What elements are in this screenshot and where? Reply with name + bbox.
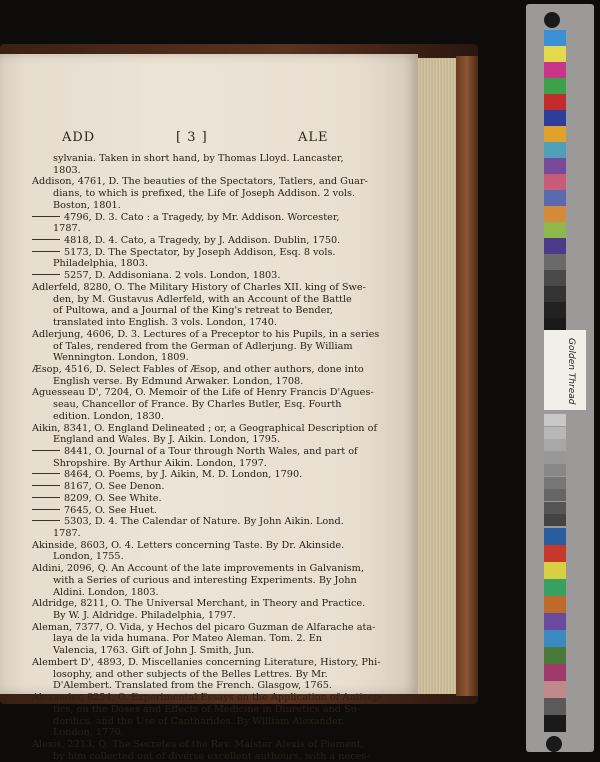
entry-line [32,165,398,177]
color-swatch [544,545,566,562]
entry-line [32,352,398,364]
color-swatch [544,579,566,596]
color-swatch [544,270,566,286]
color-swatch [544,528,566,545]
color-swatch [544,562,566,579]
entry-text: Aldini. London, 1803. [53,586,159,598]
color-swatch [544,142,566,158]
entry-line [32,645,398,657]
entry-line [32,212,398,224]
color-swatch [544,174,566,190]
entry-line [32,317,398,329]
color-swatch [544,596,566,613]
entry-text: London, 1755. [53,551,124,563]
color-swatch [544,613,566,630]
entry-line [32,434,398,446]
entry-text: 5173, D. The Spectator, by Joseph Addison, Esq. 8 vols. [64,246,336,258]
entry-line [32,282,398,294]
entry-text: Aldini, 2096, Q. An Account of the late improvements in Galvanism, [32,563,364,575]
book-page [0,54,418,762]
entry-text: London, 1770. [53,727,124,739]
entry-line [32,680,398,692]
entry-line [32,493,398,505]
color-swatch [544,158,566,174]
color-swatch [544,190,566,206]
color-swatches-top [544,30,578,350]
color-swatch [544,286,566,302]
entry-text: Alexis, 2213, Q. The Secretes of the Rev. Maister Alexis of Piement, [32,738,364,750]
entry-line [32,540,398,552]
entry-line [32,270,398,282]
ditto-dash [32,274,60,275]
entry-text: Philadelphia, 1803. [53,258,148,270]
color-swatch [544,427,566,439]
entry-text: sylvania. Taken in short hand, by Thomas Lloyd. Lancaster, [53,153,344,164]
ditto-dash [32,497,60,498]
page-fore-edge [418,58,458,694]
entry-line [32,587,398,599]
color-swatch [544,94,566,110]
entry-line [32,294,398,306]
entry-text: tics, on the Doses and Effects of Medicine in Diuretics and Su- [53,703,361,715]
entry-text: Aleman, 7377, O. Vida, y Hechos del picaro Guzman de Alfarache ata- [32,621,376,633]
entry-text: 8167, O. See Denon. [64,481,165,493]
entry-text: 5257, D. Addisoniana. 2 vols. London, 1803. [64,270,281,282]
entry-text: Adlerfeld, 8280, O. The Military History of Charles XII. king of Swe- [32,281,366,293]
color-swatch [544,664,566,681]
color-swatch [544,30,566,46]
color-swatch [544,302,566,318]
entry-text: Alexander, 8254, O. Experimental Essays on the Application of Antisep- [32,692,383,704]
entry-line [32,516,398,528]
header-left: ADD [62,130,96,145]
entry-text: Aldridge, 8211, O. The Universal Merchant, in Theory and Practice. [32,598,366,610]
entry-line [32,376,398,388]
entry-line [32,446,398,458]
entry-line [32,505,398,517]
entry-text: Valencia, 1763. Gift of John J. Smith, Jun. [53,645,255,657]
ditto-dash [32,450,60,451]
header-right: ALE [298,130,329,145]
color-swatch [544,452,566,464]
entry-line [32,528,398,540]
entry-line [32,423,398,435]
entry-text: Wennington. London, 1809. [53,352,189,364]
entry-line [32,200,398,212]
entry-line [32,469,398,481]
color-swatch [544,715,566,732]
entry-line [32,551,398,563]
card-text: Golden Thread [566,338,576,405]
entry-text: Æsop, 4516, D. Select Fables of Æsop, and other authors, done into [32,363,364,375]
entry-text: 1787. [53,223,81,235]
entry-text: 1787. [53,528,81,539]
entry-text: 1803. [53,164,81,176]
entry-text: by him collected out of diverse excellent authours, with a neces- [53,750,370,762]
color-swatch [544,698,566,715]
entry-line [32,669,398,681]
entry-text: 5303, D. 4. The Calendar of Nature. By John Aikin. Lond. [64,516,344,528]
entry-line [32,575,398,587]
color-swatch [544,238,566,254]
color-swatch [544,502,566,514]
entry-line [32,399,398,411]
color-swatch [544,126,566,142]
entry-line [32,692,398,704]
ditto-dash [32,251,60,252]
entry-line [32,598,398,610]
entry-line [32,258,398,270]
entry-text: England and Wales. By J. Aikin. London, 1795. [53,434,281,446]
color-swatch [544,78,566,94]
entry-text: seau, Chancellor of France. By Charles Butler, Esq. Fourth [53,399,342,411]
entry-text: Alembert D', 4893, D. Miscellanies concerning Literature, History, Phi- [32,656,381,668]
entry-line [32,622,398,634]
entry-text: By W. J. Aldridge. Philadelphia, 1797. [53,610,236,622]
color-swatch [544,681,566,698]
entry-line [32,481,398,493]
entry-text: laya de la vida humana. Por Mateo Aleman. Tom. 2. En [53,633,323,645]
entry-text: Aikin, 8341, O. England Delineated ; or, a Geographical Description of [32,422,378,434]
entry-text: Addison, 4761, D. The beauties of the Spectators, Tatlers, and Guar- [32,176,368,188]
entry-text: of Pultowa, and a Journal of the King's retreat to Bender, [53,305,334,317]
entry-line [32,727,398,739]
entry-text: 8209, O. See White. [64,492,162,504]
entry-line [32,387,398,399]
strip-hole-top [544,12,560,28]
color-swatch [544,647,566,664]
catalog-entries [32,153,398,762]
entry-line [32,329,398,341]
book-edge [456,56,478,696]
gray-swatches [544,414,566,527]
entry-text: 4796, D. 3. Cato : a Tragedy, by Mr. Addison. Worcester, [64,211,340,223]
page-number: [ 3 ] [176,130,208,145]
color-swatch [544,489,566,501]
entry-text: Adlerjung, 4606, D. 3. Lectures of a Preceptor to his Pupils, in a series [32,328,380,340]
color-swatch [544,222,566,238]
color-swatch [544,62,566,78]
color-swatches-bottom [544,528,566,732]
color-swatch [544,477,566,489]
color-swatch [544,439,566,451]
color-swatch [544,414,566,426]
ditto-dash [32,509,60,510]
color-swatch [544,110,566,126]
entry-text: 7645, O. See Huet. [64,504,157,516]
color-swatch [544,254,566,270]
entry-text: Aguesseau D', 7204, O. Memoir of the Life of Henry Francis D'Agues- [32,387,374,399]
strip-label-card [544,330,586,410]
color-swatch [544,464,566,476]
entry-line [32,341,398,353]
entry-text: of Tales, rendered from the German of Adlerjung. By William [53,340,353,352]
entry-line [32,458,398,470]
entry-line [32,716,398,728]
entry-line [32,235,398,247]
entry-text: edition. London, 1830. [53,410,164,422]
entry-text: Boston, 1801. [53,199,121,211]
entry-text: D'Alembert. Translated from the French. Glasgow, 1765. [53,680,332,692]
entry-line [32,176,398,188]
entry-line [32,610,398,622]
ditto-dash [32,216,60,217]
entry-text: dians, to which is prefixed, the Life of Joseph Addison. 2 vols. [53,188,356,200]
color-swatch [544,46,566,62]
strip-hole-bottom [546,736,562,752]
entry-line [32,364,398,376]
entry-line [32,223,398,235]
entry-text: Akinside, 8603, O. 4. Letters concerning Taste. By Dr. Akinside. [32,539,345,551]
entry-text: with a Series of curious and interesting Experiments. By John [53,574,357,586]
entry-text: dorifics, and the Use of Cantharides. By William Alexander. [53,715,345,727]
entry-line [32,751,398,762]
entry-line [32,153,398,165]
color-swatch [544,206,566,222]
entry-text: 4818, D. 4. Cato, a Tragedy, by J. Addison. Dublin, 1750. [64,235,341,247]
entry-line [32,633,398,645]
entry-line [32,739,398,751]
entry-text: Shropshire. By Arthur Aikin. London, 1797. [53,457,267,469]
color-swatch [544,630,566,647]
entry-line [32,188,398,200]
ditto-dash [32,520,60,521]
running-header [0,130,418,148]
entry-text: translated into English. 3 vols. London, 1740. [53,317,277,329]
entry-line [32,563,398,575]
entry-line [32,247,398,259]
ditto-dash [32,239,60,240]
entry-text: 8464, O. Poems, by J. Aikin, M. D. London, 1790. [64,469,303,481]
entry-line [32,657,398,669]
ditto-dash [32,473,60,474]
entry-line [32,411,398,423]
color-swatch [544,514,566,526]
entry-line [32,704,398,716]
entry-text: den, by M. Gustavus Adlerfeld, with an Account of the Battle [53,293,352,305]
ditto-dash [32,485,60,486]
entry-text: losophy, and other subjects of the Belles Lettres. By Mr. [53,668,328,680]
entry-text: English verse. By Edmund Arwaker. London, 1708. [53,375,304,387]
entry-text: 8441, O. Journal of a Tour through North Wales, and part of [64,445,358,457]
entry-line [32,305,398,317]
